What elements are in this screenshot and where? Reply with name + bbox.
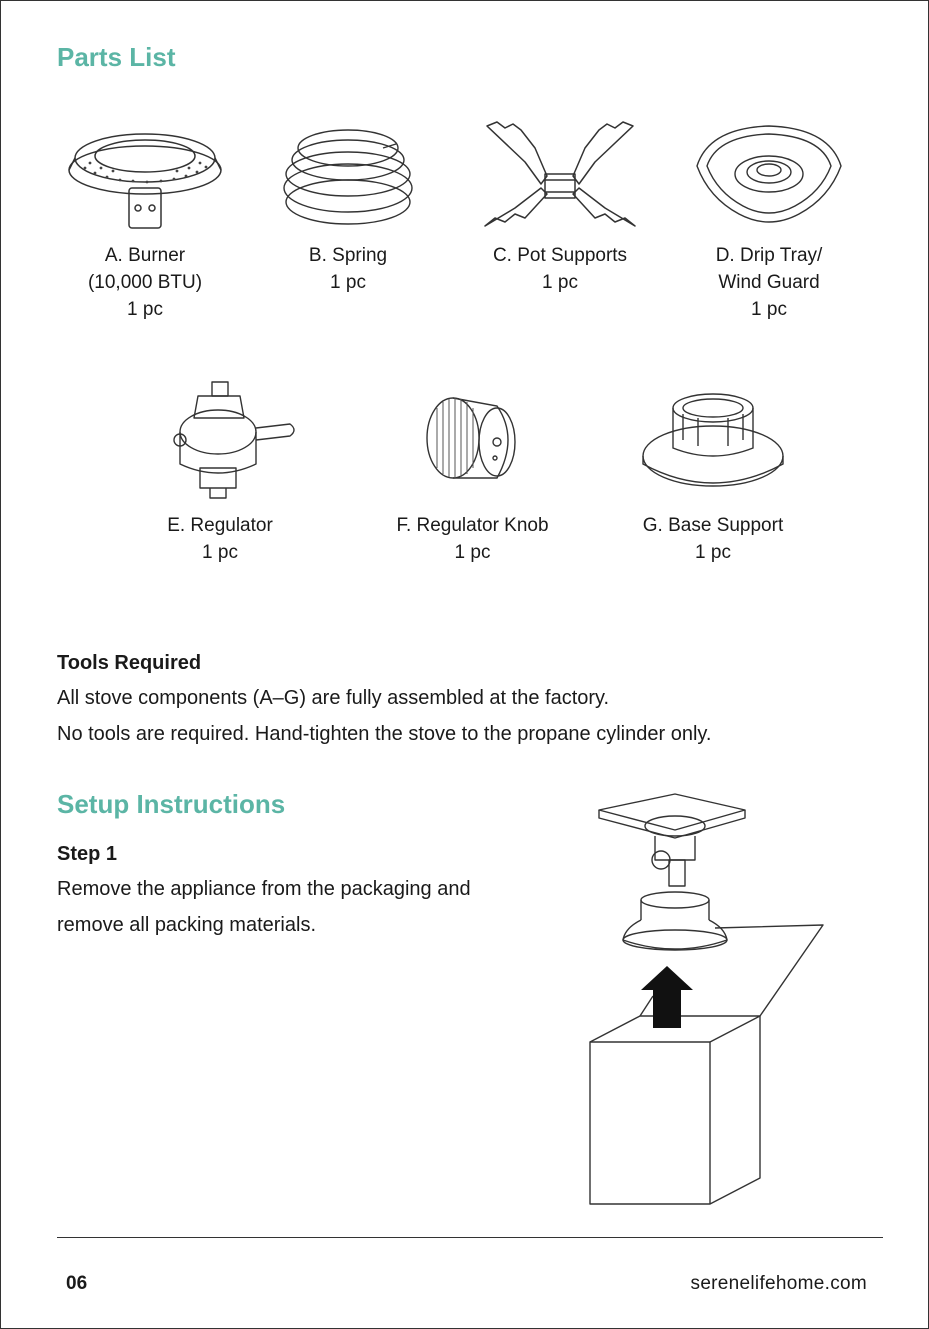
page-number: 06 [66, 1273, 88, 1294]
parts-list-title: Parts List [57, 42, 176, 72]
part-quantity: 1 pc [542, 272, 578, 293]
part-spring [268, 118, 428, 296]
regulator-knob-icon [413, 378, 533, 508]
tools-text-line-2: No tools are required. Hand-tighten the stove to the propane cylinder only. [57, 723, 712, 745]
base-support-icon [638, 378, 788, 508]
part-quantity: 1 pc [127, 299, 163, 320]
part-pot-supports [470, 118, 650, 296]
part-quantity: 1 pc [202, 542, 238, 563]
tools-text-line-1: All stove components (A–G) are fully assembled at the factory. [57, 687, 610, 709]
part-quantity: 1 pc [454, 542, 491, 563]
part-regulator-knob [380, 378, 565, 566]
spring-icon [278, 118, 418, 238]
drip-tray-icon [689, 118, 849, 238]
footer-divider [57, 1237, 883, 1238]
step-1-text-line-1: Remove the appliance from the packaging and [57, 878, 471, 900]
part-base-support [628, 378, 798, 566]
footer-url: serenelifehome.com [690, 1273, 867, 1294]
part-regulator [135, 378, 305, 566]
unboxing-stove-icon [585, 780, 830, 1205]
pot-supports-icon [475, 118, 645, 238]
part-quantity: 1 pc [695, 542, 731, 563]
part-spec: (10,000 BTU) [87, 272, 203, 293]
part-label: A. Burner [104, 245, 186, 266]
step-1-title: Step 1 [57, 843, 118, 865]
part-quantity: 1 pc [751, 299, 787, 320]
tools-required-title: Tools Required [57, 652, 202, 674]
part-label: G. Base Support [642, 515, 784, 536]
regulator-icon [140, 378, 300, 508]
burner-icon [65, 118, 225, 238]
part-label: F. Regulator Knob [396, 515, 549, 536]
part-burner [60, 118, 230, 323]
part-label-continued: Wind Guard [718, 272, 820, 293]
part-drip-tray [684, 118, 854, 323]
part-label: E. Regulator [167, 515, 273, 536]
setup-instructions-title: Setup Instructions [57, 789, 286, 819]
step-1-text-line-2: remove all packing materials. [57, 914, 316, 936]
part-quantity: 1 pc [330, 272, 366, 293]
part-label: D. Drip Tray/ [715, 245, 823, 266]
part-label: B. Spring [308, 245, 388, 266]
part-label: C. Pot Supports [492, 245, 628, 266]
